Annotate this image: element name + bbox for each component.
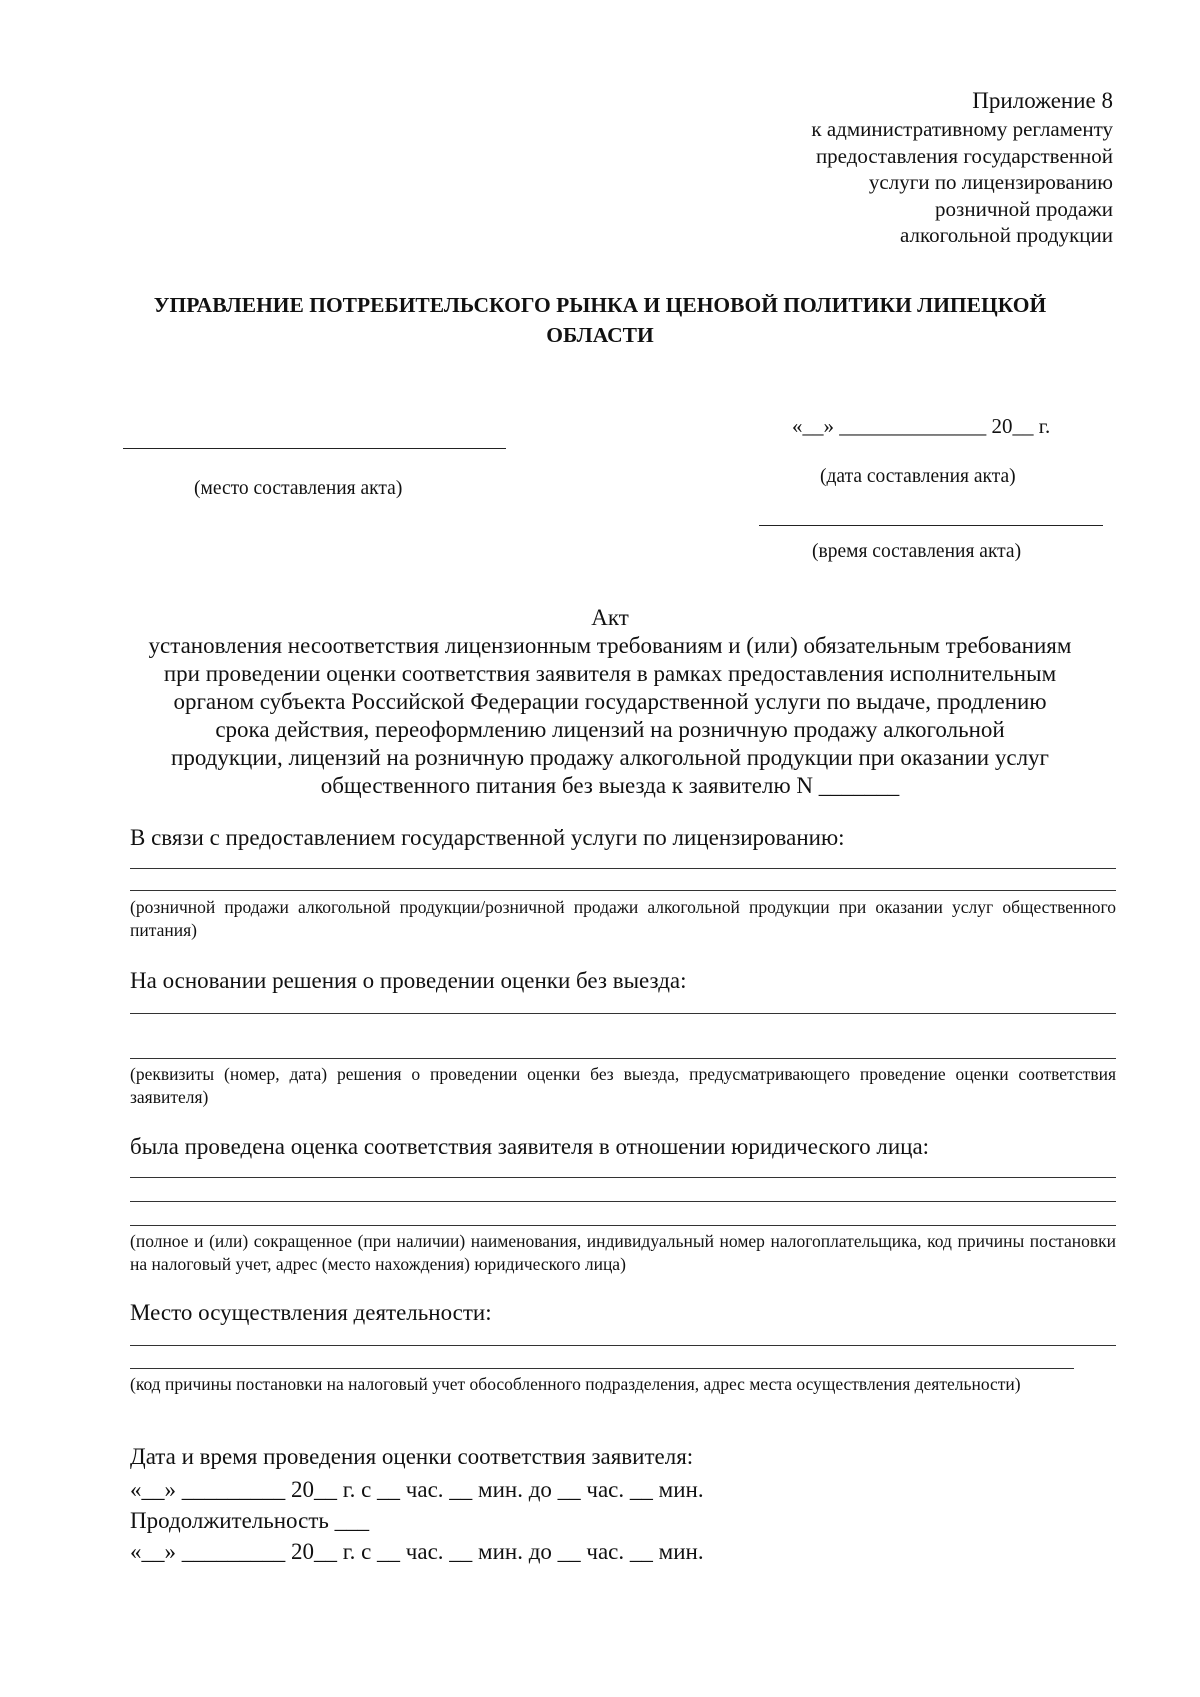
- act-title-line: общественного питания без выезда к заявителю N _______: [320, 773, 900, 798]
- appendix-header: [613, 86, 1113, 249]
- assessment-period[interactable]: «__» _________ 20__ г. с __ час. __ мин. до __ час. __ мин.: [130, 1477, 704, 1502]
- time-caption: (время составления акта): [812, 541, 1022, 562]
- act-title-block: [110, 604, 1110, 800]
- entity-note: (полное и (или) сокращенное (при наличии) наименования, индивидуальный номер налогоплательщика, код причины постановки на налоговый учет, адрес (место нахождения) юридического лица): [130, 1231, 1116, 1274]
- appendix-line: услуги по лицензированию: [868, 170, 1113, 194]
- act-title-line: продукции, лицензий на розничную продажу алкогольной продукции при оказании услуг: [171, 745, 1049, 770]
- appendix-line: предоставления государственной: [815, 143, 1113, 168]
- place-caption: (место составления акта): [194, 478, 403, 499]
- licensing-note: (розничной продажи алкогольной продукции/розничной продажи алкогольной продукции при оказании услуг общественного питания): [130, 897, 1116, 940]
- act-title-line: при проведении оценки соответствия заявителя в рамках предоставления исполнительным: [163, 661, 1057, 686]
- appendix-line: к административному регламенту: [811, 117, 1113, 141]
- date-caption: (дата составления акта): [820, 466, 1016, 487]
- appendix-title: Приложение 8: [972, 88, 1113, 113]
- location-note: (код причины постановки на налоговый учет обособленного подразделения, адрес места осуществления деятельности): [130, 1374, 1021, 1394]
- assessment-label: Дата и время проведения оценки соответствия заявителя:: [130, 1444, 694, 1469]
- decision-field[interactable]: [130, 1013, 1116, 1014]
- assessment-duration[interactable]: Продолжительность ___: [130, 1508, 370, 1533]
- appendix-line: алкогольной продукции: [900, 223, 1113, 247]
- assessment-period[interactable]: «__» _________ 20__ г. с __ час. __ мин. до __ час. __ мин.: [130, 1539, 704, 1564]
- act-title-line: органом субъекта Российской Федерации государственной услуги по выдаче, продлению: [173, 689, 1047, 714]
- entity-field[interactable]: [130, 1177, 1116, 1178]
- decision-note: (реквизиты (номер, дата) решения о проведении оценки без выезда, предусматривающего проведение оценки соответствия заявителя): [130, 1064, 1116, 1107]
- location-field[interactable]: [130, 1368, 1074, 1369]
- act-title-line: установления несоответствия лицензионным требованиям и (или) обязательным требованиям: [148, 633, 1072, 658]
- licensing-field[interactable]: [130, 868, 1116, 869]
- location-field[interactable]: [130, 1345, 1116, 1346]
- decision-label: На основании решения о проведении оценки без выезда:: [130, 968, 687, 993]
- location-label: Место осуществления деятельности:: [130, 1300, 492, 1325]
- entity-field[interactable]: [130, 1225, 1116, 1226]
- entity-field[interactable]: [130, 1201, 1116, 1202]
- organization-title: УПРАВЛЕНИЕ ПОТРЕБИТЕЛЬСКОГО РЫНКА И ЦЕНОВОЙ ПОЛИТИКИ ЛИПЕЦКОЙ ОБЛАСТИ: [153, 293, 1047, 347]
- entity-label: была проведена оценка соответствия заявителя в отношении юридического лица:: [130, 1134, 930, 1159]
- date-field[interactable]: «__» ______________ 20__ г.: [792, 414, 1051, 438]
- licensing-field[interactable]: [130, 890, 1116, 891]
- licensing-label: В связи с предоставлением государственной услуги по лицензированию:: [130, 825, 845, 850]
- time-field[interactable]: [759, 525, 1103, 526]
- appendix-line: розничной продажи: [935, 196, 1113, 221]
- place-field[interactable]: [123, 448, 506, 449]
- act-title: Акт: [591, 605, 629, 630]
- act-title-line: срока действия, переоформлению лицензий на розничную продажу алкогольной: [215, 717, 1005, 742]
- decision-field[interactable]: [130, 1058, 1116, 1059]
